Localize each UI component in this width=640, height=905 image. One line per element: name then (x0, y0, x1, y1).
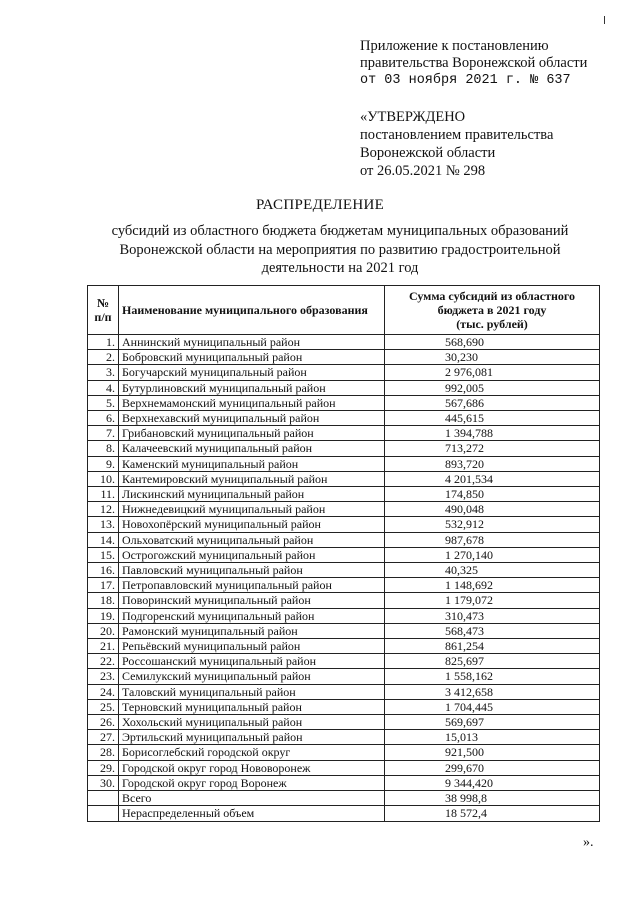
row-number: 2. (88, 350, 119, 365)
table-row (88, 441, 600, 456)
row-sum: 713,272 (385, 441, 600, 456)
table-row (88, 395, 600, 410)
appendix-header (360, 38, 630, 89)
row-sum: 568,473 (385, 623, 600, 638)
row-name: Острогожский муниципальный район (119, 547, 385, 562)
header-number (88, 286, 119, 335)
row-name: Бутурлиновский муниципальный район (119, 380, 385, 395)
row-sum: 921,500 (385, 745, 600, 760)
row-name: Нижнедевицкий муниципальный район (119, 502, 385, 517)
table-row (88, 775, 600, 790)
row-name: Городской округ город Нововоронеж (119, 760, 385, 775)
row-number: 14. (88, 532, 119, 547)
approval-line-2: постановлением правительства (360, 127, 554, 143)
table-row (88, 350, 600, 365)
row-sum: 9 344,420 (385, 775, 600, 790)
table-row (88, 547, 600, 562)
row-number: 1. (88, 335, 119, 350)
header-number-line-1: № (96, 296, 110, 310)
row-name: Борисоглебский городской округ (119, 745, 385, 760)
appendix-line-1: Приложение к постановлению (360, 38, 549, 54)
table-row (88, 760, 600, 775)
table-row (88, 699, 600, 714)
row-number: 9. (88, 456, 119, 471)
row-number: 17. (88, 578, 119, 593)
table-row (88, 639, 600, 654)
subtitle-line-3: деятельности на 2021 год (261, 260, 419, 276)
row-number: 13. (88, 517, 119, 532)
row-sum: 1 148,692 (385, 578, 600, 593)
approval-line-1: «УТВЕРЖДЕНО (360, 109, 466, 125)
table-header-row (88, 286, 600, 335)
row-sum: 40,325 (385, 563, 600, 578)
table-row (88, 654, 600, 669)
row-sum: 4 201,534 (385, 471, 600, 486)
appendix-date-line: от 03 ноября 2021 г. № 637 (360, 73, 571, 88)
row-sum: 174,850 (385, 487, 600, 502)
row-name: Ольховатский муниципальный район (119, 532, 385, 547)
table-row (88, 669, 600, 684)
row-name: Терновский муниципальный район (119, 699, 385, 714)
table-row (88, 502, 600, 517)
table-row (88, 365, 600, 380)
row-sum: 861,254 (385, 639, 600, 654)
row-number: 19. (88, 608, 119, 623)
distribution-table (87, 285, 600, 822)
row-sum: 1 558,162 (385, 669, 600, 684)
table-row (88, 380, 600, 395)
row-name: Эртильский муниципальный район (119, 730, 385, 745)
row-number: 12. (88, 502, 119, 517)
table-row (88, 608, 600, 623)
subtitle-line-2: Воронежской области на мероприятия по развитию градостроительной (119, 241, 561, 258)
row-name: Каменский муниципальный район (119, 456, 385, 471)
row-number: 25. (88, 699, 119, 714)
row-number: 27. (88, 730, 119, 745)
row-sum: 1 179,072 (385, 593, 600, 608)
row-sum: 1 394,788 (385, 426, 600, 441)
row-sum: 893,720 (385, 456, 600, 471)
row-name: Всего (119, 791, 385, 806)
row-name: Репьёвский муниципальный район (119, 639, 385, 654)
row-name: Калачеевский муниципальный район (119, 441, 385, 456)
row-sum: 445,615 (385, 411, 600, 426)
row-sum: 568,690 (385, 335, 600, 350)
row-number: 5. (88, 395, 119, 410)
row-sum: 310,473 (385, 608, 600, 623)
row-name: Семилукский муниципальный район (119, 669, 385, 684)
row-name: Кантемировский муниципальный район (119, 471, 385, 486)
row-name: Петропавловский муниципальный район (119, 578, 385, 593)
table-row (88, 578, 600, 593)
table-row (88, 806, 600, 821)
row-name: Рамонский муниципальный район (119, 623, 385, 638)
row-name: Верхнемамонский муниципальный район (119, 395, 385, 410)
row-sum: 3 412,658 (385, 684, 600, 699)
row-name: Новохопёрский муниципальный район (119, 517, 385, 532)
row-number: 6. (88, 411, 119, 426)
row-number: 28. (88, 745, 119, 760)
document-title: РАСПРЕДЕЛЕНИЕ (255, 197, 385, 213)
row-number: 4. (88, 380, 119, 395)
table-row (88, 791, 600, 806)
row-number: 21. (88, 639, 119, 654)
row-sum: 532,912 (385, 517, 600, 532)
row-number: 26. (88, 715, 119, 730)
row-sum: 299,670 (385, 760, 600, 775)
approval-stamp (360, 108, 630, 180)
row-number: 16. (88, 563, 119, 578)
row-name: Аннинский муниципальный район (119, 335, 385, 350)
row-number: 3. (88, 365, 119, 380)
table-row (88, 745, 600, 760)
header-sum-line-2: (тыс. рублей) (456, 317, 528, 331)
appendix-line-2: правительства Воронежской области (360, 55, 588, 71)
row-name: Городской округ город Воронеж (119, 775, 385, 790)
row-sum: 567,686 (385, 395, 600, 410)
row-sum: 569,697 (385, 715, 600, 730)
row-sum: 38 998,8 (385, 791, 600, 806)
row-number: 24. (88, 684, 119, 699)
table-row (88, 335, 600, 350)
table-row (88, 684, 600, 699)
row-name: Нераспределенный объем (119, 806, 385, 821)
table-row (88, 593, 600, 608)
row-number: 10. (88, 471, 119, 486)
row-name: Бобровский муниципальный район (119, 350, 385, 365)
table-row (88, 517, 600, 532)
subtitle-line-1: субсидий из областного бюджета бюджетам муниципальных образований (111, 223, 569, 239)
row-number: 20. (88, 623, 119, 638)
row-name: Лискинский муниципальный район (119, 487, 385, 502)
row-number: 30. (88, 775, 119, 790)
row-name: Верхнехавский муниципальный район (119, 411, 385, 426)
header-number-line-2: п/п (94, 310, 112, 324)
row-sum: 992,005 (385, 380, 600, 395)
row-name: Поворинский муниципальный район (119, 593, 385, 608)
row-sum: 987,678 (385, 532, 600, 547)
row-number: 29. (88, 760, 119, 775)
row-number: 22. (88, 654, 119, 669)
table-row (88, 730, 600, 745)
table-row (88, 623, 600, 638)
row-sum: 18 572,4 (385, 806, 600, 821)
header-sum (385, 286, 600, 335)
row-sum: 825,697 (385, 654, 600, 669)
row-sum: 2 976,081 (385, 365, 600, 380)
table-row (88, 471, 600, 486)
page-mark (604, 16, 605, 24)
row-number: 18. (88, 593, 119, 608)
row-name: Таловский муниципальный район (119, 684, 385, 699)
header-sum-line-1: Сумма субсидий из областного бюджета в 2021 году (408, 289, 576, 317)
row-name: Грибановский муниципальный район (119, 426, 385, 441)
row-number: 15. (88, 547, 119, 562)
table-row (88, 456, 600, 471)
row-sum: 15,013 (385, 730, 600, 745)
row-name: Подгоренский муниципальный район (119, 608, 385, 623)
document-subtitle (100, 222, 580, 278)
row-sum: 1 270,140 (385, 547, 600, 562)
closing-quote: ». (583, 835, 594, 850)
approval-line-3: Воронежской области (360, 145, 496, 161)
row-number (88, 791, 119, 806)
row-number: 23. (88, 669, 119, 684)
table-row (88, 715, 600, 730)
approval-line-4: от 26.05.2021 № 298 (360, 163, 486, 179)
row-sum: 30,230 (385, 350, 600, 365)
row-number (88, 806, 119, 821)
row-number: 8. (88, 441, 119, 456)
row-name: Богучарский муниципальный район (119, 365, 385, 380)
row-name: Россошанский муниципальный район (119, 654, 385, 669)
row-name: Павловский муниципальный район (119, 563, 385, 578)
header-name: Наименование муниципального образования (119, 286, 385, 335)
row-number: 11. (88, 487, 119, 502)
row-sum: 1 704,445 (385, 699, 600, 714)
row-number: 7. (88, 426, 119, 441)
row-sum: 490,048 (385, 502, 600, 517)
table-row (88, 411, 600, 426)
table-row (88, 563, 600, 578)
table-row (88, 487, 600, 502)
row-name: Хохольский муниципальный район (119, 715, 385, 730)
table-row (88, 426, 600, 441)
table-row (88, 532, 600, 547)
